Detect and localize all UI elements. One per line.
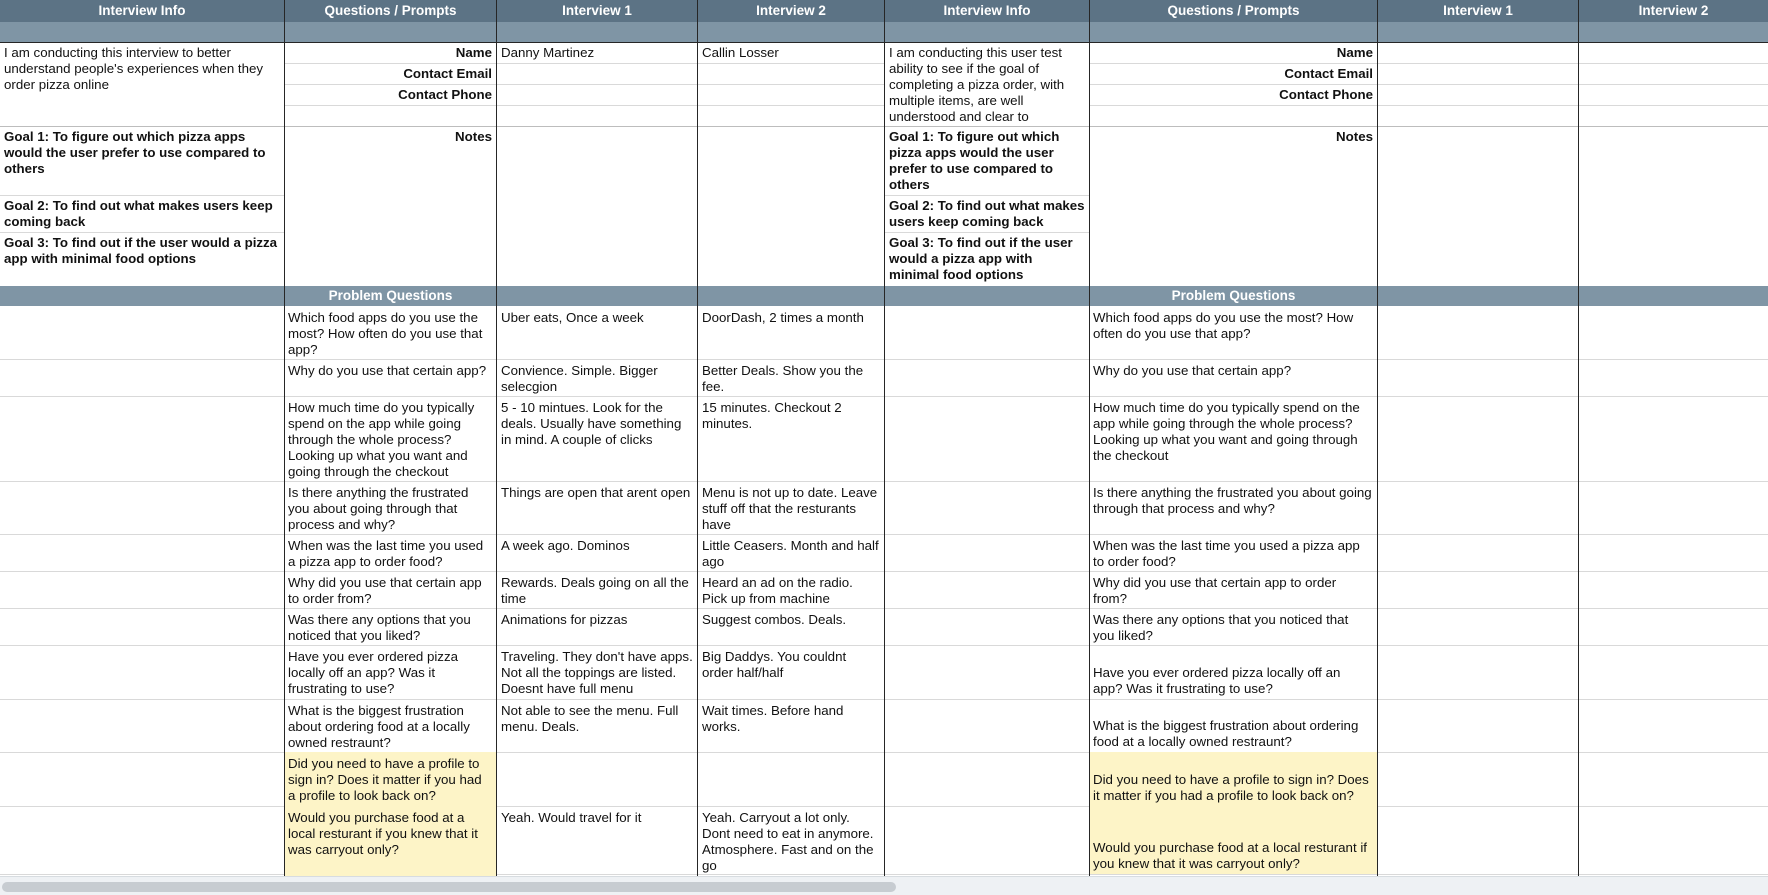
interview1-answer-cell[interactable]: Convience. Simple. Bigger selecgion <box>501 363 658 394</box>
left-goal-2: Goal 2: To find out what makes users keep coming back <box>4 198 273 229</box>
header-interview1-left[interactable]: Interview 1 <box>562 3 632 18</box>
interview2-answer-cell[interactable] <box>698 752 884 806</box>
right-question-cell[interactable]: How much time do you typically spend on the app while going through the whole process? Looking up what you want and going through the checkout <box>1093 400 1360 463</box>
interview2-answer-cell[interactable]: Menu is not up to date. Leave stuff off that the resturants have <box>702 485 878 532</box>
right-question-cell[interactable]: Which food apps do you use the most? How often do you use that app? <box>1093 310 1354 341</box>
left-label-name: Name <box>455 45 492 60</box>
interview1-answer-cell[interactable]: Yeah. Would travel for it <box>501 810 642 825</box>
left-question-cell[interactable]: Did you need to have a profile to sign in? Does it matter if you had a profile to look back on? <box>284 752 496 806</box>
right-question-cell[interactable]: Why do you use that certain app? <box>1093 363 1292 378</box>
interview1-answer-cell[interactable]: 5 - 10 mintues. Look for the deals. Usually have something in mind. A couple of clicks <box>501 400 682 447</box>
interview1-answer-cell[interactable]: Not able to see the menu. Full menu. Deals. <box>501 703 679 734</box>
interview1-answer-cell[interactable]: Traveling. They don't have apps. Not all the toppings are listed. Doesnt have full menu <box>501 649 693 696</box>
interview2-answer-cell[interactable]: Heard an ad on the radio. Pick up from machine <box>702 575 853 606</box>
left-goal-3: Goal 3: To find out if the user would a pizza app with minimal food options <box>4 235 278 266</box>
left-intro-text: I am conducting this interview to better understand people's experiences when they order pizza online <box>4 45 264 92</box>
left-question-cell[interactable]: Why do you use that certain app? <box>288 363 487 378</box>
header-interview1-right[interactable]: Interview 1 <box>1443 3 1513 18</box>
right-label-email: Contact Email <box>1284 66 1373 81</box>
interview2-answer-cell[interactable]: Better Deals. Show you the fee. <box>702 363 864 394</box>
header-questions-left[interactable]: Questions / Prompts <box>324 3 457 18</box>
right-label-notes: Notes <box>1336 129 1373 144</box>
interview2-answer-cell[interactable]: Big Daddys. You couldnt order half/half <box>702 649 847 680</box>
right-question-cell[interactable]: Is there anything the frustrated you about going through that process and why? <box>1093 485 1372 516</box>
right-question-cell[interactable]: Have you ever ordered pizza locally off an app? Was it frustrating to use? <box>1093 665 1341 696</box>
left-goal-1: Goal 1: To figure out which pizza apps would the user prefer to use compared to others <box>4 129 266 176</box>
right-goal-1: Goal 1: To figure out which pizza apps would the user prefer to use compared to others <box>889 129 1060 192</box>
right-goal-2: Goal 2: To find out what makes users keep coming back <box>889 198 1085 229</box>
interview2-answer-cell[interactable]: Little Ceasers. Month and half ago <box>702 538 879 569</box>
right-intro-text: I am conducting this user test ability to see if the goal of completing a pizza order, with multiple items, are well understood and clear to <box>889 45 1065 124</box>
header-interview-info-right[interactable]: Interview Info <box>943 3 1031 18</box>
right-label-phone: Contact Phone <box>1279 87 1373 102</box>
interview2-answer-cell[interactable]: 15 minutes. Checkout 2 minutes. <box>702 400 842 431</box>
right-goal-3: Goal 3: To find out if the user would a pizza app with minimal food options <box>889 235 1073 282</box>
left-label-email: Contact Email <box>403 66 492 81</box>
section-title-right: Problem Questions <box>1171 288 1296 303</box>
scrollbar-thumb[interactable] <box>2 882 896 892</box>
right-question-cell[interactable]: What is the biggest frustration about ordering food at a locally owned restraunt? <box>1093 718 1359 749</box>
header-interview2-right[interactable]: Interview 2 <box>1638 3 1709 18</box>
left-question-cell[interactable]: Is there anything the frustrated you about going through that process and why? <box>288 485 469 532</box>
interview1-answer-cell[interactable]: Uber eats, Once a week <box>501 310 644 325</box>
left-question-cell[interactable]: How much time do you typically spend on the app while going through the whole process? Looking up what you want and going through the checkout <box>288 400 475 479</box>
left-question-cell[interactable]: Why did you use that certain app to order from? <box>288 575 482 606</box>
interview2-answer-cell[interactable]: DoorDash, 2 times a month <box>702 310 864 325</box>
right-question-cell[interactable]: Did you need to have a profile to sign in? Does it matter if you had a profile to look back on? <box>1089 752 1377 806</box>
right-question-cell[interactable]: Why did you use that certain app to order from? <box>1093 575 1337 606</box>
right-question-cell[interactable]: Would you purchase food at a local resturant if you knew that it was carryout only? <box>1089 806 1377 874</box>
header-interview-info-left[interactable]: Interview Info <box>98 3 186 18</box>
header-questions-right[interactable]: Questions / Prompts <box>1167 3 1300 18</box>
interview1-answer-cell[interactable]: Things are open that arent open <box>501 485 691 500</box>
interview1-answer-cell[interactable]: A week ago. Dominos <box>501 538 630 553</box>
header-interview2-left[interactable]: Interview 2 <box>756 3 826 18</box>
interview1-answer-cell[interactable]: Rewards. Deals going on all the time <box>501 575 689 606</box>
right-question-cell[interactable]: When was the last time you used a pizza app to order food? <box>1093 538 1360 569</box>
left-label-phone: Contact Phone <box>398 87 492 102</box>
left-question-cell[interactable]: Which food apps do you use the most? How often do you use that app? <box>288 310 483 357</box>
interview1-name-cell[interactable]: Danny Martinez <box>501 45 595 60</box>
interview1-answer-cell[interactable] <box>497 752 697 806</box>
interview2-answer-cell[interactable]: Yeah. Carryout a lot only. Dont need to eat in anymore. Atmosphere. Fast and on the go <box>702 810 874 873</box>
interview2-answer-cell[interactable]: Suggest combos. Deals. <box>702 612 847 627</box>
interview2-name-cell[interactable]: Callin Losser <box>702 45 779 60</box>
interview1-answer-cell[interactable]: Animations for pizzas <box>501 612 628 627</box>
left-question-cell[interactable]: Have you ever ordered pizza locally off an app? Was it frustrating to use? <box>288 649 458 696</box>
interview2-answer-cell[interactable]: Wait times. Before hand works. <box>702 703 844 734</box>
left-label-notes: Notes <box>455 129 492 144</box>
left-question-cell[interactable]: When was the last time you used a pizza app to order food? <box>288 538 484 569</box>
right-question-cell[interactable]: Was there any options that you noticed that you liked? <box>1093 612 1349 643</box>
left-question-cell[interactable]: Was there any options that you noticed that you liked? <box>288 612 471 643</box>
horizontal-scrollbar[interactable] <box>0 876 1768 895</box>
section-title-left: Problem Questions <box>328 288 453 303</box>
right-label-name: Name <box>1336 45 1373 60</box>
left-question-cell[interactable]: Would you purchase food at a local resturant if you knew that it was carryout only? <box>284 806 496 874</box>
left-question-cell[interactable]: What is the biggest frustration about ordering food at a locally owned restraunt? <box>288 703 470 750</box>
